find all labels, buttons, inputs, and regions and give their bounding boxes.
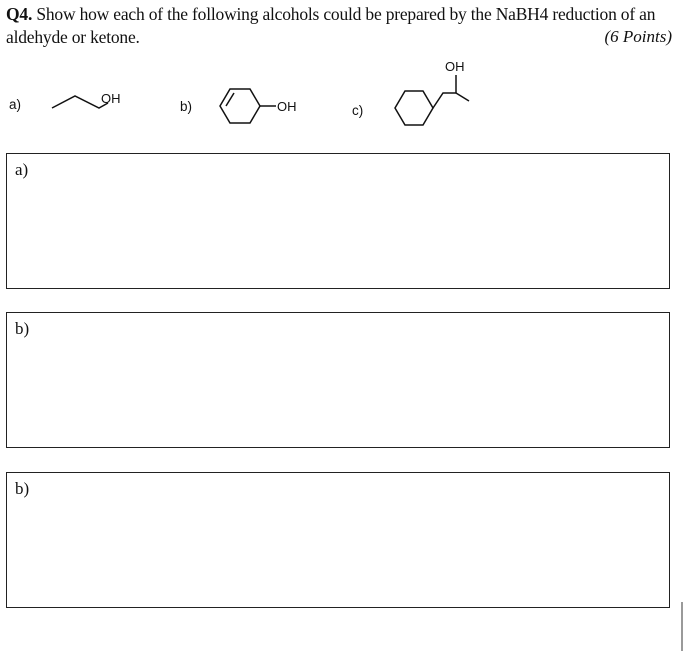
structure-c-methyl-bond: [456, 93, 469, 101]
structure-c-oh-label: OH: [445, 59, 465, 74]
structure-c-cyclohexylethanol: [0, 0, 684, 140]
structure-b-label: b): [180, 99, 193, 114]
question-body: Show how each of the following alcohols could be prepared by the NaBH4 reduction of an aldehyde or ketone.: [6, 4, 656, 47]
answer-box-b[interactable]: [6, 312, 670, 448]
answer-box-a-label: a): [15, 160, 29, 179]
structure-c-ring: [395, 91, 433, 125]
page-edge-divider: [681, 602, 683, 651]
answer-box-c[interactable]: [6, 472, 670, 608]
answer-box-c-label: b): [15, 479, 30, 498]
structure-a-oh-label: OH: [101, 91, 121, 106]
structure-c-side-chain: [433, 93, 456, 108]
question-number: Q4.: [6, 4, 33, 24]
structure-a-label: a): [9, 97, 22, 112]
points-label: (6 Points): [604, 27, 672, 46]
answer-box-a[interactable]: [6, 153, 670, 289]
structure-b-oh-label: OH: [277, 99, 297, 114]
answer-box-b-label: b): [15, 319, 30, 338]
structure-c-label: c): [352, 103, 364, 118]
